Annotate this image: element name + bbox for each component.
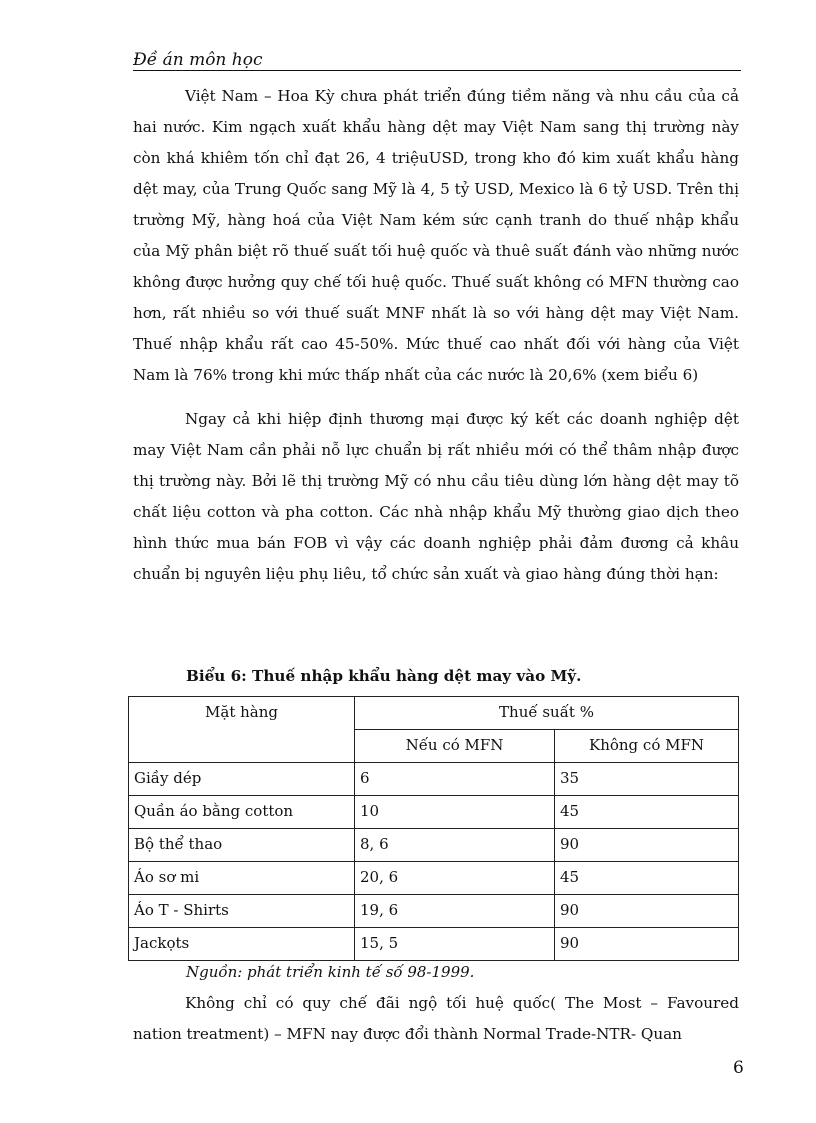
cell-with-mfn: 19, 6 (355, 895, 555, 928)
cell-with-mfn: 8, 6 (355, 829, 555, 862)
header-tax-rate: Thuế suất % (355, 697, 739, 730)
table-row (129, 928, 739, 961)
cell-with-mfn: 15, 5 (355, 928, 555, 961)
header-item: Mặt hàng (129, 697, 355, 763)
cell-without-mfn: 90 (555, 895, 739, 928)
cell-without-mfn: 35 (555, 763, 739, 796)
cell-without-mfn: 90 (555, 829, 739, 862)
cell-with-mfn: 6 (355, 763, 555, 796)
table-row (129, 895, 739, 928)
cell-without-mfn: 45 (555, 796, 739, 829)
cell-item: Bộ thể thao (129, 829, 355, 862)
cell-with-mfn: 20, 6 (355, 862, 555, 895)
cell-item: Áo T - Shirts (129, 895, 355, 928)
paragraph-trade-overview: Việt Nam – Hoa Kỳ chưa phát triển đúng tiềm năng và nhu cầu của cả hai nước. Kim ngạch xuất khẩu hàng dệt may Việt Nam sang thị trường này còn khá khiêm tốn chỉ đạt 26, 4 triệuUSD, trong kho đó kim xuất khẩu hàng dệt may, của Trung Quốc sang Mỹ là 4, 5 tỷ USD, Mexico là 6 tỷ USD. Trên thị trường Mỹ, hàng hoá của Việt Nam kém sức cạnh tranh do thuế nhập khẩu của Mỹ phân biệt rõ thuế suất tối huệ quốc và thuê suất đánh vào những nước không được hưởng quy chế tối huệ quốc. Thuế suất không có MFN thường cao hơn, rất nhiều so với thuế suất MNF nhất là so với hàng dệt may Việt Nam. Thuế nhập khẩu rất cao 45-50%. Mức thuế cao nhất đối với hàng của Việt Nam là 76% trong khi mức thấp nhất của các nước là 20,6% (xem biểu 6) (133, 87, 739, 384)
page-header: Đề án môn học (133, 50, 741, 71)
table-header-row (129, 697, 739, 730)
paragraph-mfn-treatment: Không chỉ có quy chế đãi ngộ tối huệ quốc( The Most – Favoured nation treatment) – MFN nay được đổi thành Normal Trade-NTR- Quan (133, 994, 739, 1043)
header-with-mfn: Nếu có MFN (355, 730, 555, 763)
cell-item: Áo sơ mi (129, 862, 355, 895)
table-row (129, 763, 739, 796)
table-caption: Biểu 6: Thuế nhập khẩu hàng dệt may vào Mỹ. (186, 667, 582, 685)
cell-without-mfn: 90 (555, 928, 739, 961)
header-without-mfn: Không có MFN (555, 730, 739, 763)
table-row (129, 862, 739, 895)
table-row (129, 829, 739, 862)
page-number: 6 (733, 1058, 744, 1078)
cell-item: Jackọts (129, 928, 355, 961)
table-source-note: Nguồn: phát triển kinh tế số 98-1999. (186, 963, 475, 981)
cell-without-mfn: 45 (555, 862, 739, 895)
cell-item: Giầy dép (129, 763, 355, 796)
paragraph-market-entry: Ngay cả khi hiệp định thương mại được ký kết các doanh nghiệp dệt may Việt Nam cần phải nỗ lực chuẩn bị rất nhiều mới có thể thâm nhập được thị trường này. Bởi lẽ thị trường Mỹ có nhu cầu tiêu dùng lớn hàng dệt may tõ chất liệu cotton và pha cotton. Các nhà nhập khẩu Mỹ thường giao dịch theo hình thức mua bán FOB vì vậy các doanh nghiệp phải đảm đương cả khâu chuẩn bị nguyên liệu phụ liêu, tổ chức sản xuất và giao hàng đúng thời hạn: (133, 410, 739, 583)
tariff-table (128, 696, 739, 961)
cell-with-mfn: 10 (355, 796, 555, 829)
cell-item: Quần áo bằng cotton (129, 796, 355, 829)
table-row (129, 796, 739, 829)
